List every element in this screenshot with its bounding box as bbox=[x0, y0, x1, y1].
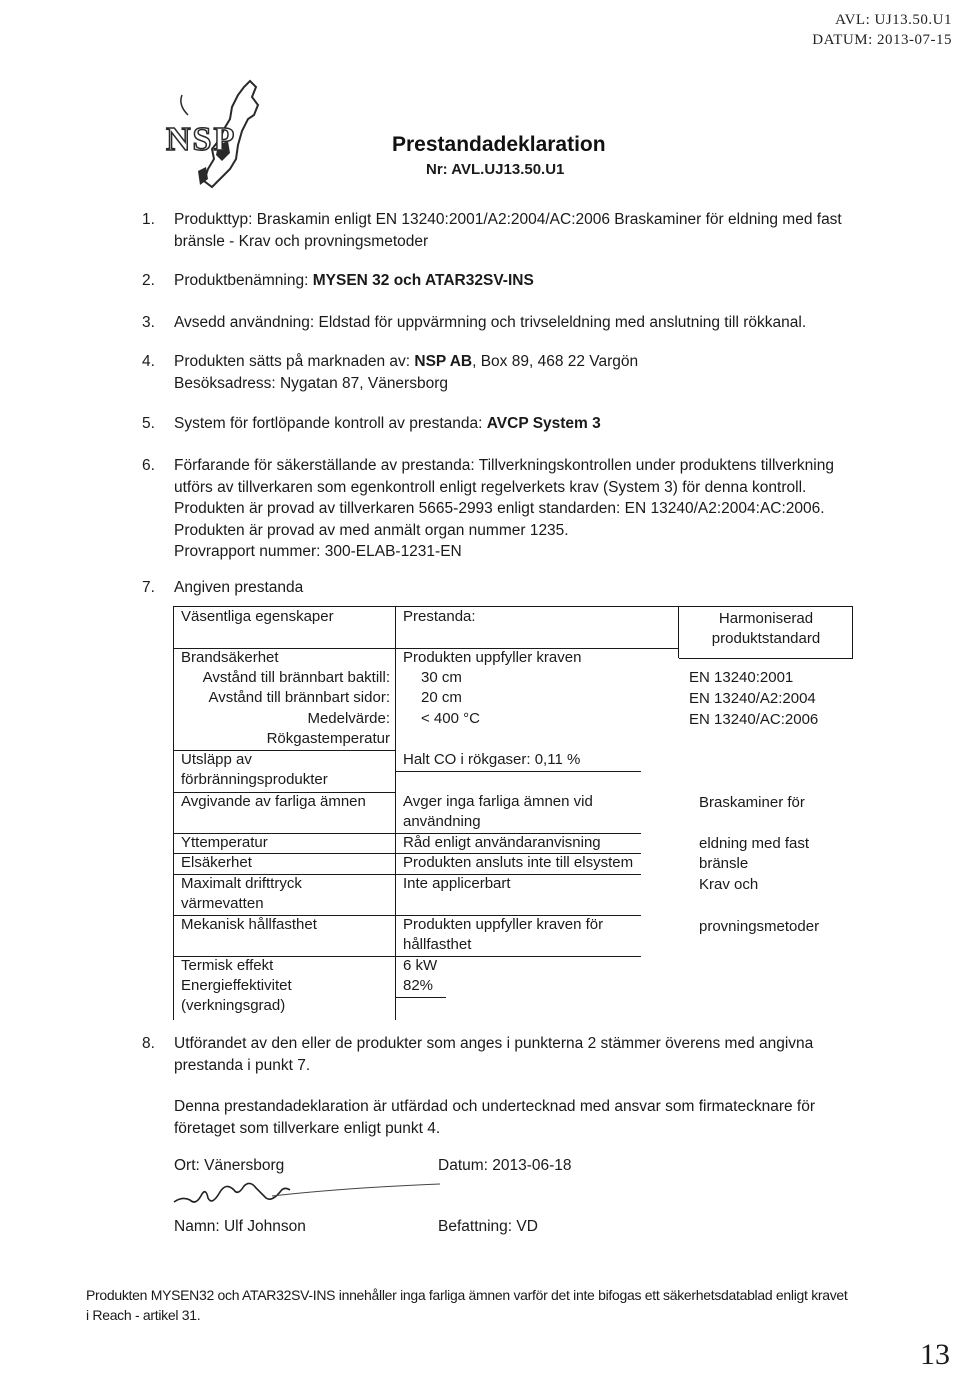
table-border bbox=[396, 771, 641, 772]
item-line: utförs av tillverkaren som egenkontroll enligt regelverkets krav (System 3) för denna kontroll. bbox=[174, 478, 807, 496]
sign-name: Namn: Ulf Johnson bbox=[174, 1218, 306, 1235]
table-cell-property: (verkningsgrad) bbox=[181, 997, 286, 1014]
table-cell-property: Energieffektivitet bbox=[181, 977, 292, 994]
declaration-line: Denna prestandadeklaration är utfärdad och undertecknad med ansvar som firmatecknare för bbox=[174, 1098, 816, 1115]
item-number: 4. bbox=[142, 353, 155, 370]
list-item-2 bbox=[142, 270, 882, 292]
table-cell-property: förbränningsprodukter bbox=[181, 771, 328, 788]
declaration-number: Nr: AVL.UJ13.50.U1 bbox=[426, 161, 565, 178]
table-header-performance: Prestanda: bbox=[403, 608, 476, 625]
table-cell-performance: < 400 °C bbox=[421, 710, 480, 727]
logo-text: NSP bbox=[166, 121, 237, 158]
footer-line: i Reach - artikel 31. bbox=[86, 1307, 201, 1323]
table-cell-performance: Halt CO i rökgaser: 0,11 % bbox=[403, 751, 581, 768]
footer-line: Produkten MYSEN32 och ATAR32SV-INS innehåller inga farliga ämnen varför det inte bifogas ett säkerhetsdatablad enligt kravet bbox=[86, 1287, 848, 1303]
item-text bbox=[174, 270, 882, 292]
sign-title: Befattning: VD bbox=[438, 1218, 538, 1235]
table-cell-property: Rökgastemperatur bbox=[266, 730, 390, 747]
table-border bbox=[395, 606, 396, 1020]
table-cell-performance: Produkten uppfyller kraven bbox=[403, 649, 582, 666]
table-cell-property: Avstånd till brännbart sidor: bbox=[208, 689, 390, 706]
table-header-standard-2: produktstandard bbox=[711, 630, 821, 647]
item-label: System för fortlöpande kontroll av prestanda: bbox=[174, 415, 487, 432]
list-item-1 bbox=[142, 209, 882, 253]
table-cell-property: Elsäkerhet bbox=[181, 854, 252, 871]
visiting-address: Besöksadress: Nygatan 87, Vänersborg bbox=[174, 375, 448, 392]
table-cell-performance: 82% bbox=[403, 977, 434, 994]
table-cell-property: Brandsäkerhet bbox=[181, 649, 279, 666]
table-cell-performance: användning bbox=[403, 813, 481, 830]
avcp-system: AVCP System 3 bbox=[486, 415, 601, 432]
item-number: 7. bbox=[142, 579, 155, 596]
footer-note bbox=[86, 1285, 916, 1325]
table-cell-standard: Krav och bbox=[699, 876, 759, 893]
item-number: 1. bbox=[142, 211, 155, 228]
table-cell-performance: Avger inga farliga ämnen vid bbox=[403, 793, 593, 810]
item-text bbox=[174, 413, 882, 435]
item-label: Produktbenämning: bbox=[174, 272, 313, 289]
table-border bbox=[396, 997, 446, 998]
item-number: 3. bbox=[142, 314, 155, 331]
table-cell-property: Mekanisk hållfasthet bbox=[181, 916, 317, 933]
table-cell-performance: Råd enligt användaranvisning bbox=[403, 834, 601, 851]
table-cell-property: Yttemperatur bbox=[181, 834, 268, 851]
table-cell-property: Utsläpp av bbox=[181, 751, 252, 768]
page-title: Prestandadeklaration bbox=[392, 133, 606, 156]
declaration-text bbox=[174, 1096, 874, 1140]
declaration-line: företaget som tillverkare enligt punkt 4. bbox=[174, 1120, 441, 1137]
table-cell-property: Medelvärde: bbox=[307, 710, 390, 727]
table-cell-performance: 6 kW bbox=[403, 957, 438, 974]
item-line: Produkten är provad av med anmält organ nummer 1235. bbox=[174, 521, 569, 539]
company-address: , Box 89, 468 22 Vargön bbox=[472, 353, 639, 370]
header-avl: AVL: UJ13.50.U1 bbox=[835, 12, 952, 28]
document-header bbox=[812, 10, 952, 50]
table-cell-standard: bränsle bbox=[699, 855, 749, 872]
list-item-7 bbox=[142, 577, 882, 599]
table-cell-property: Avgivande av farliga ämnen bbox=[181, 793, 366, 810]
performance-table bbox=[173, 606, 853, 1020]
item-number: 6. bbox=[142, 457, 155, 474]
signature bbox=[172, 1172, 442, 1222]
item-line: Produkten är provad av tillverkaren 5665-2993 enligt standarden: EN 13240/A2:2004:AC:2006. bbox=[174, 500, 825, 517]
table-border bbox=[679, 658, 853, 659]
table-header-properties: Väsentliga egenskaper bbox=[181, 608, 334, 625]
item-number: 8. bbox=[142, 1035, 155, 1052]
table-cell-performance: 30 cm bbox=[421, 669, 462, 686]
list-item-3 bbox=[142, 312, 882, 334]
table-cell-standard: EN 13240/A2:2004 bbox=[689, 690, 816, 707]
item-text bbox=[174, 351, 882, 373]
table-cell-property: Maximalt drifttryck bbox=[181, 875, 302, 892]
table-header-standard-1: Harmoniserad bbox=[718, 610, 814, 627]
item-label: Produkten sätts på marknaden av: bbox=[174, 353, 415, 370]
item-text: Produkttyp: Braskamin enligt EN 13240:2001/A2:2004/AC:2006 Braskaminer för eldning med fast bränsle - Krav och provningsmetoder bbox=[174, 211, 842, 250]
sign-date: Datum: 2013-06-18 bbox=[438, 1157, 572, 1174]
item-line: Provrapport nummer: 300-ELAB-1231-EN bbox=[174, 543, 462, 560]
list-item-6 bbox=[142, 455, 882, 563]
item-text: Avsedd användning: Eldstad för uppvärmning och trivseleldning med anslutning till rökkanal. bbox=[174, 314, 807, 331]
table-cell-property: Avstånd till brännbart baktill: bbox=[202, 669, 390, 686]
item-line: prestanda i punkt 7. bbox=[174, 1057, 311, 1074]
table-cell-performance: Produkten ansluts inte till elsystem bbox=[403, 854, 634, 871]
item-number: 5. bbox=[142, 415, 155, 432]
list-item-4 bbox=[142, 351, 882, 395]
table-cell-property: Termisk effekt bbox=[181, 957, 274, 974]
item-text: Angiven prestanda bbox=[174, 579, 304, 596]
table-cell-standard: EN 13240/AC:2006 bbox=[689, 711, 819, 728]
table-cell-performance: Inte applicerbart bbox=[403, 875, 511, 892]
handwritten-signature-icon bbox=[172, 1172, 442, 1222]
header-datum: DATUM: 2013-07-15 bbox=[812, 32, 952, 48]
item-line: Förfarande för säkerställande av prestanda: Tillverkningskontrollen under produktens tillverkning bbox=[174, 457, 834, 474]
nsp-logo bbox=[158, 75, 293, 193]
table-cell-property: värmevatten bbox=[181, 895, 264, 912]
list-item-5 bbox=[142, 413, 882, 435]
table-cell-standard: Braskaminer för bbox=[699, 794, 805, 811]
item-line: Utförandet av den eller de produkter som anges i punkterna 2 stämmer överens med angivna bbox=[174, 1035, 814, 1052]
product-names: MYSEN 32 och ATAR32SV-INS bbox=[312, 272, 534, 289]
table-cell-performance: 20 cm bbox=[421, 689, 462, 706]
item-number: 2. bbox=[142, 272, 155, 289]
company-name: NSP AB bbox=[414, 353, 473, 370]
table-cell-performance: Produkten uppfyller kraven för bbox=[403, 916, 604, 933]
table-cell-performance: hållfasthet bbox=[403, 936, 472, 953]
sign-place: Ort: Vänersborg bbox=[174, 1157, 285, 1174]
table-cell-standard: provningsmetoder bbox=[699, 918, 820, 935]
table-cell-standard: eldning med fast bbox=[699, 835, 810, 852]
page-number: 13 bbox=[920, 1338, 950, 1371]
list-item-8 bbox=[142, 1033, 882, 1077]
table-cell-standard: EN 13240:2001 bbox=[689, 669, 794, 686]
